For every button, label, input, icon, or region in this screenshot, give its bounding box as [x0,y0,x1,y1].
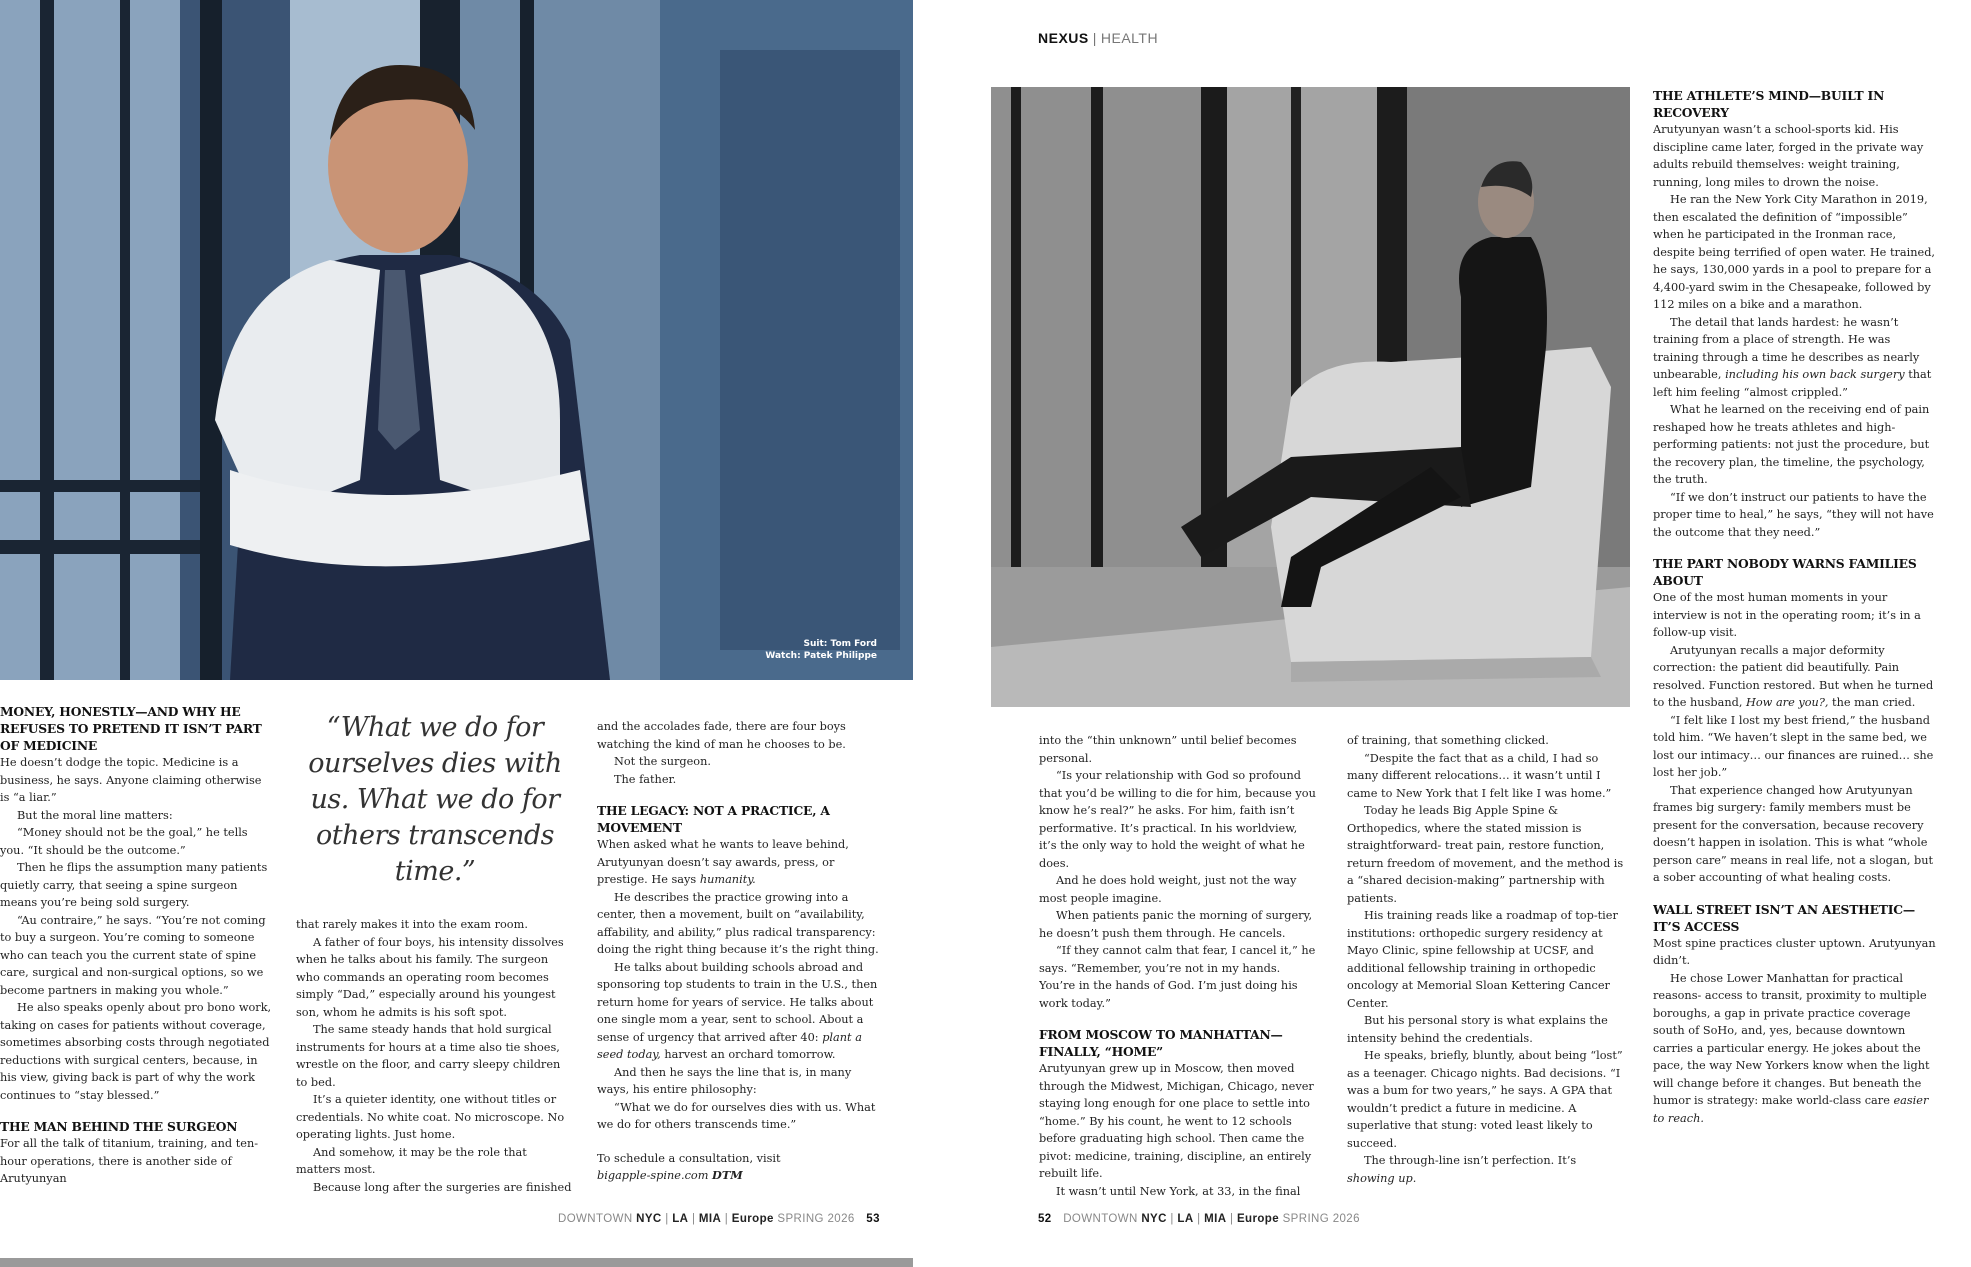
text-span: The through-line isn’t perfection. It’s [1364,1154,1577,1167]
paragraph: And then he says the line that is, in many ways, his entire philosophy: [597,1065,852,1096]
paragraph: He doesn’t dodge the topic. Medicine is a business, he says. Anyone claiming otherwise is “a liar.” [0,756,262,804]
right-column-3 [1653,87,1939,1202]
website-link[interactable]: bigapple-spine.com [597,1169,709,1182]
text-span: When asked what he wants to leave behind, Arutyunyan doesn’t say awards, press, or prestige. He says [597,838,849,886]
emphasis: including his own back surgery [1725,368,1905,381]
paragraph: He ran the New York City Marathon in 2019, then escalated the definition of “impossible” when he participated in the Ironman race, despite being terrified of open water. He trained, he says, 130,000 yards in a pool to prepare for a 4,400-yard swim in the Chesapeake, followed by 112 miles on a bike and a marathon. [1653,193,1936,311]
footer-mia: MIA [1204,1213,1227,1225]
paragraph: It’s a quieter identity, one without titles or credentials. No white coat. No microscope. No operating lights. Just home. [296,1093,565,1141]
page-header [1038,30,1158,46]
left-page [0,0,913,1267]
footer-right: 52 DOWNTOWN NYC | LA | MIA | Europe SPRING 2026 [1038,1213,1360,1225]
paragraph [1653,642,1939,712]
paragraph: “If we don’t instruct our patients to have the proper time to heal,” he says, “they will not have the outcome that they need.” [1653,490,1934,539]
paragraph: “Au contraire,” he says. “You’re not coming to buy a surgeon. You’re coming to someone who can teach you the current state of spine care, surgical and non-surgical options, so we become partners in making you whole.” [0,913,266,997]
credit-suit: Suit: Tom Ford [803,639,877,649]
footer-brand: DOWNTOWN [558,1213,633,1225]
paragraph: For all the talk of titanium, training, and ten-hour operations, there is another side of Arutyunyan [0,1137,259,1185]
paragraph: Not the surgeon. [614,755,711,768]
text-span: He talks about building schools abroad and sponsoring top students to train in the U.S., then return home for years of service. He talks about one single mom a year, sent to school. About a sense of urgency that arrived after 40: [597,960,878,1044]
paragraph: “Is your relationship with God so profound that you’d be willing to die for him, because you know he’s real?” he asks. For him, faith isn’t performative. It’s practical. In his worldview, it’s the only way to hold the weight of what he does. [1039,769,1316,870]
left-column-3 [597,718,881,1198]
text-span: He chose Lower Manhattan for practical reasons- access to transit, proximity to multiple boroughs, a gap in private practice coverage south of SoHo, and, yes, because downtown carries a particular energy. He jokes about the pace, the way New Yorkers know when the light will change before it changes. But beneath the humor is strategy: make world-class care [1653,971,1930,1107]
emphasis: humanity. [699,873,756,886]
text-span: The detail that lands hardest: he wasn’t training from a place of strength. He was training through a time he describes as nearly unbearable, [1653,315,1920,381]
paragraph: A father of four boys, his intensity dissolves when he talks about his family. The surgeon who commands an operating room becomes simply “Dad,” especially around his youngest son, whom he admits is his soft spot. [296,935,564,1019]
text-span: harvest an orchard tomorrow. [660,1048,836,1061]
paragraph: Because long after the surgeries are finished [313,1180,572,1194]
footer-nyc: NYC [636,1213,662,1225]
consultation-text: To schedule a consultation, visit [597,1151,781,1165]
section-heading: WALL STREET ISN’T AN AESTHETIC—IT’S ACCESS [1653,901,1915,934]
left-column-1 [0,703,272,1203]
paragraph: He describes the practice growing into a center, then a movement, built on “availability, affability, and ability,” plus radical transparency: doing the right thing because it’s the right thing. [597,890,879,956]
footer-europe: Europe [1236,1213,1279,1225]
footer-season: SPRING 2026 [1282,1213,1360,1225]
section-heading: THE LEGACY: NOT A PRACTICE, A MOVEMENT [597,803,830,835]
dtm-signature: DTM [712,1168,743,1182]
paragraph: But the moral line matters: [17,808,173,822]
header-brand: NEXUS [1038,30,1089,46]
portrait-photo-standing [0,0,913,680]
emphasis: How are you?, [1746,696,1829,709]
paragraph: that rarely makes it into the exam room. [296,918,528,931]
paragraph: His training reads like a roadmap of top-tier institutions: orthopedic surgery residency at Mayo Clinic, spine fellowship at UCSF, and additional fellowship training in orthopedic oncology at Memorial Sloan Kettering Cancer Center. [1347,909,1618,1010]
paragraph: Most spine practices cluster uptown. Arutyunyan didn’t. [1653,936,1936,967]
page-number: 52 [1038,1213,1052,1225]
credit-watch: Watch: Patek Philippe [765,651,877,661]
paragraph: “If they cannot calm that fear, I cancel it,” he says. “Remember, you’re not in my hands. You’re in the hands of God. I’m just doing his work today.” [1039,944,1316,1010]
paragraph: of training, that something clicked. [1347,734,1549,747]
paragraph: Arutyunyan grew up in Moscow, then moved through the Midwest, Michigan, Chicago, never staying long enough for one place to settle into “home.” By his count, he went to 12 schools before graduating high school. Then came the pivot: medicine, training, discipline, an entirely rebuilt life. [1039,1062,1314,1180]
footer-season: SPRING 2026 [777,1213,855,1225]
paragraph: He speaks, briefly, bluntly, about being “lost” as a teenager. Chicago nights. Bad decisions. “I was a bum for two years,” he says. A GPA that wouldn’t predict a future in medicine. A superlative that stung: voted least likely to succeed. [1347,1049,1623,1150]
text-span: Arutyunyan recalls a major deformity correction: the patient did beautifully. Pain resolved. Function restored. But when he turned to the husband, [1653,643,1934,709]
paragraph: But his personal story is what explains the intensity behind the credentials. [1347,1014,1608,1045]
paragraph: “Despite the fact that as a child, I had so many different relocations… it wasn’t until I came to New York that I felt like I was home.” [1347,751,1612,800]
paragraph: “Money should not be the goal,” he tells you. “It should be the outcome.” [0,826,248,857]
paragraph [1653,970,1939,1128]
section-heading: THE MAN BEHIND THE SURGEON [0,1119,238,1134]
emphasis: showing up. [1347,1171,1417,1185]
paragraph [1347,1152,1627,1187]
header-section: HEALTH [1100,30,1159,46]
paragraph: The same steady hands that hold surgical instruments for hours at a time also tie shoes, wrestle on the floor, and carry sleepy children to bed. [296,1023,561,1089]
paragraph: What he learned on the receiving end of pain reshaped how he treats athletes and high-performing patients: not just the procedure, but the recovery plan, the timeline, the psychology, the truth. [1653,403,1930,486]
footer-la: LA [1177,1213,1194,1225]
page-number: 53 [866,1213,880,1225]
footer-mia: MIA [698,1213,722,1225]
paragraph [597,836,881,889]
paragraph: “I felt like I lost my best friend,” the husband told him. “We haven’t slept in the same bed, we lost our intimacy… our finances are ruined… she lost her job.” [1653,713,1934,779]
emphasis: easier to reach. [1653,1094,1929,1125]
footer-left: DOWNTOWN NYC | LA | MIA | Europe SPRING 2026 53 [558,1213,880,1225]
right-column-2 [1347,732,1627,1202]
footer-brand: DOWNTOWN [1063,1213,1138,1225]
paragraph: That experience changed how Arutyunyan frames big surgery: family members must be present for the conversation, because recovery doesn’t happen in isolation. This is what “whole person care” means in real life, not a slogan, but a sober accounting of what healing costs. [1653,783,1934,884]
right-column-1 [1039,732,1316,1202]
text-span: that left him feeling “almost crippled.” [1653,368,1932,399]
bottom-rule [0,1258,913,1267]
portrait-photo-illustration [0,0,913,680]
footer-la: LA [672,1213,689,1225]
section-heading: MONEY, HONESTLY—AND WHY HE REFUSES TO PRETEND IT ISN’T PART OF MEDICINE [0,704,262,753]
portrait-photo-seated [991,87,1630,707]
paragraph: into the “thin unknown” until belief becomes personal. [1039,734,1297,765]
section-heading: THE PART NOBODY WARNS FAMILIES ABOUT [1653,556,1917,588]
paragraph [597,959,881,1064]
paragraph: Arutyunyan wasn’t a school-sports kid. His discipline came later, forged in the private way adults rebuild themselves: weight training, running, long miles to drown the noise. [1653,123,1924,189]
text-span: the man cried. [1828,696,1916,709]
section-heading: THE ATHLETE’S MIND—BUILT IN RECOVERY [1653,88,1885,120]
section-heading: FROM MOSCOW TO MANHATTAN—FINALLY, “HOME” [1039,1027,1283,1059]
emphasis: plant a seed today, [597,1030,862,1061]
paragraph: One of the most human moments in your interview is not in the operating room; it’s in a follow-up visit. [1653,591,1921,639]
paragraph: Then he flips the assumption many patients quietly carry, that seeing a spine surgeon means you’re being sold surgery. [0,861,268,909]
paragraph: “What we do for ourselves dies with us. What we do for others transcends time.” [597,1100,876,1131]
paragraph: Today he leads Big Apple Spine & Orthopedics, where the stated mission is straightforward- treat pain, restore function, return freedom of movement, and the method is a “shared decision-making” partnership with patients. [1347,804,1624,905]
photo-credit-left [765,638,877,662]
paragraph: And somehow, it may be the role that matters most. [296,1145,527,1176]
paragraph: The father. [614,772,677,786]
website-line [597,1167,881,1185]
footer-nyc: NYC [1141,1213,1167,1225]
paragraph: and the accolades fade, there are four boys watching the kind of man he chooses to be. [597,720,846,751]
seated-photo-illustration [991,87,1630,707]
paragraph: When patients panic the morning of surgery, he doesn’t push them through. He cancels. [1039,909,1313,940]
paragraph [1653,314,1939,402]
header-separator: | [1092,30,1097,46]
paragraph: It wasn’t until New York, at 33, in the final [1056,1184,1301,1198]
footer-europe: Europe [731,1213,774,1225]
paragraph: He also speaks openly about pro bono work, taking on cases for patients without coverage, sometimes absorbing costs through negotiated reductions with surgical centers, because, in his view, giving back is part of why the work continues to “stay blessed.” [0,1001,272,1102]
pull-quote: “What we do for ourselves dies with us. What we do for others transcends time.” [308,712,562,887]
left-column-2 [296,710,574,1200]
paragraph: And he does hold weight, just not the way most people imagine. [1039,874,1297,905]
